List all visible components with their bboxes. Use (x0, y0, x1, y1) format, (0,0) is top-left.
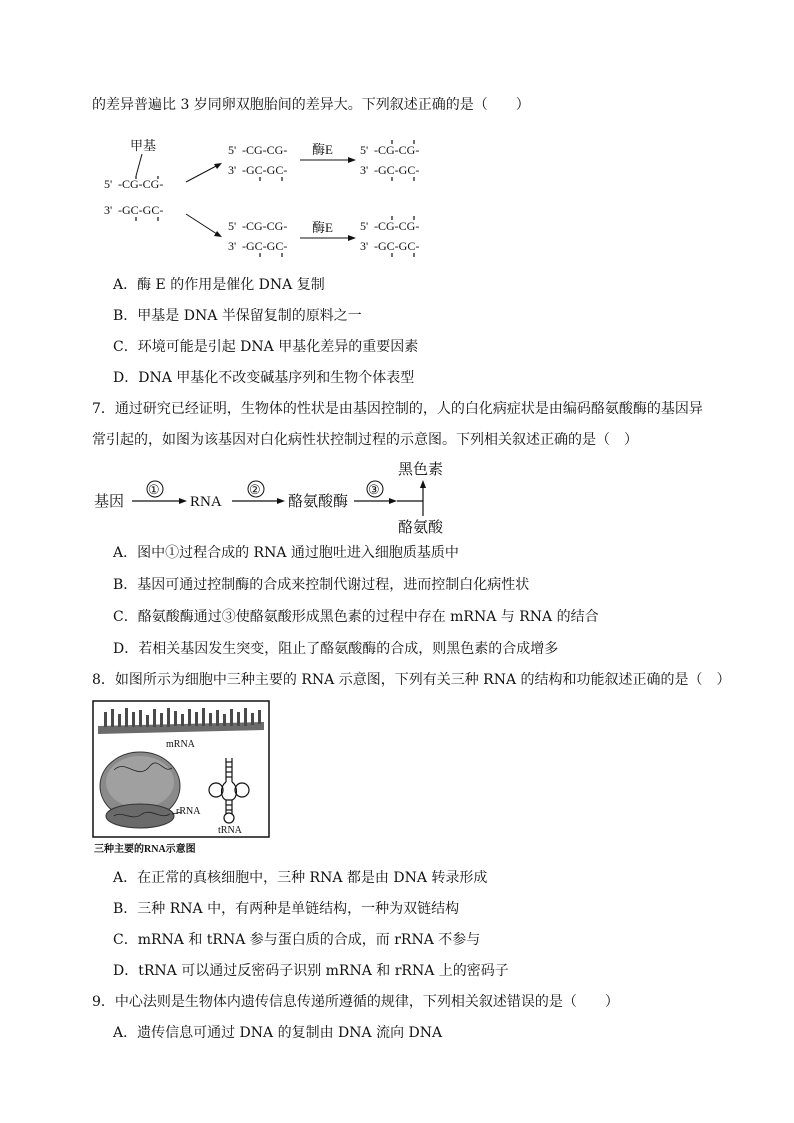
mrna-label: mRNA (166, 739, 195, 750)
q6-option-c: C．环境可能是引起 DNA 甲基化差异的重要因素 (113, 339, 419, 355)
q7-option-b: B．基因可通过控制酶的合成来控制代谢过程，进而控制白化病性状 (113, 577, 530, 593)
q7-stem-line2: 常引起的，如图为该基因对白化病性状控制过程的示意图。下列相关叙述正确的是（ ） (92, 432, 638, 448)
q8-option-a: A．在正常的真核细胞中，三种 RNA 都是由 DNA 转录形成 (113, 870, 488, 886)
parent-bottom-seq: -GC-GC- (118, 203, 164, 217)
p2-bottom-seq: -GC-GC- (374, 239, 420, 253)
parent-5-label: 5' (104, 177, 113, 191)
rrna-label: rRNA (176, 806, 201, 817)
d1-top-seq: -CG-CG- (242, 143, 288, 157)
enzyme-e-label-1: 酶E (312, 142, 333, 157)
d1-3-label: 3' (228, 163, 237, 177)
step3-label: ③ (368, 482, 380, 497)
q6-option-d: D．DNA 甲基化不改变碱基序列和生物个体表型 (113, 370, 415, 386)
d2-top-seq: -CG-CG- (242, 219, 288, 233)
q7-option-d: D．若相关基因发生突变，阻止了酪氨酸酶的合成，则黑色素的合成增多 (113, 641, 559, 657)
q6-stem-tail: 的差异普遍比 3 岁同卵双胞胎间的差异大。下列叙述正确的是（ ） (92, 97, 530, 113)
d1-bottom-seq: -GC-GC- (242, 163, 288, 177)
enzyme-e-label-2: 酶E (312, 220, 333, 235)
rna-label: RNA (190, 494, 222, 510)
q8-option-c: C．mRNA 和 tRNA 参与蛋白质的合成，而 rRNA 不参与 (113, 932, 481, 948)
parent-top-seq: -CG-CG- (118, 177, 164, 191)
q7-stem-line1: 7．通过研究已经证明，生物体的性状是由基因控制的，人的白化病症状是由编码酪氨酸酶的基因异 (92, 401, 703, 417)
q8-option-b: B．三种 RNA 中，有两种是单链结构，一种为双链结构 (113, 901, 460, 917)
p1-3-label: 3' (360, 163, 369, 177)
q6-dna-methylation-diagram (100, 132, 460, 272)
q7-gene-pathway-diagram (92, 460, 472, 536)
figure-caption: 三种主要的RNA示意图 (94, 844, 196, 855)
parent-3-label: 3' (104, 203, 113, 217)
q6-option-b: B．甲基是 DNA 半保留复制的原料之一 (113, 308, 362, 324)
q9-stem: 9．中心法则是生物体内遗传信息传递所遵循的规律，下列相关叙述错误的是（ ） (92, 994, 619, 1010)
q9-option-a: A．遗传信息可通过 DNA 的复制由 DNA 流向 DNA (113, 1025, 443, 1041)
q7-option-a: A．图中①过程合成的 RNA 通过胞吐进入细胞质基质中 (113, 545, 459, 561)
p2-3-label: 3' (360, 239, 369, 253)
p1-top-seq: -CG-CG- (374, 143, 420, 157)
step1-label: ① (148, 482, 160, 497)
q7-option-c: C．酪氨酸酶通过③使酪氨酸形成黑色素的过程中存在 mRNA 与 RNA 的结合 (113, 609, 599, 625)
gene-label: 基因 (94, 494, 125, 510)
q8-option-d: D．tRNA 可以通过反密码子识别 mRNA 和 rRNA 上的密码子 (113, 963, 509, 979)
d1-5-label: 5' (228, 143, 237, 157)
d2-bottom-seq: -GC-GC- (242, 239, 288, 253)
p2-5-label: 5' (360, 219, 369, 233)
step2-label: ② (249, 482, 261, 497)
p1-5-label: 5' (360, 143, 369, 157)
q6-option-a: A．酶 E 的作用是催化 DNA 复制 (113, 277, 325, 293)
tyrosine-label: 酪氨酸 (398, 520, 444, 536)
d2-3-label: 3' (228, 239, 237, 253)
melanin-label: 黑色素 (398, 462, 444, 478)
p2-top-seq: -CG-CG- (374, 219, 420, 233)
q8-rna-figure (92, 700, 272, 860)
d2-5-label: 5' (228, 219, 237, 233)
methyl-label: 甲基 (130, 138, 157, 153)
p1-bottom-seq: -GC-GC- (374, 163, 420, 177)
q8-stem: 8．如图所示为细胞中三种主要的 RNA 示意图，下列有关三种 RNA 的结构和功能叙述正确的是（ ） (92, 672, 731, 688)
trna-label: tRNA (218, 825, 242, 836)
enzyme-label: 酪氨酸酶 (288, 494, 349, 510)
